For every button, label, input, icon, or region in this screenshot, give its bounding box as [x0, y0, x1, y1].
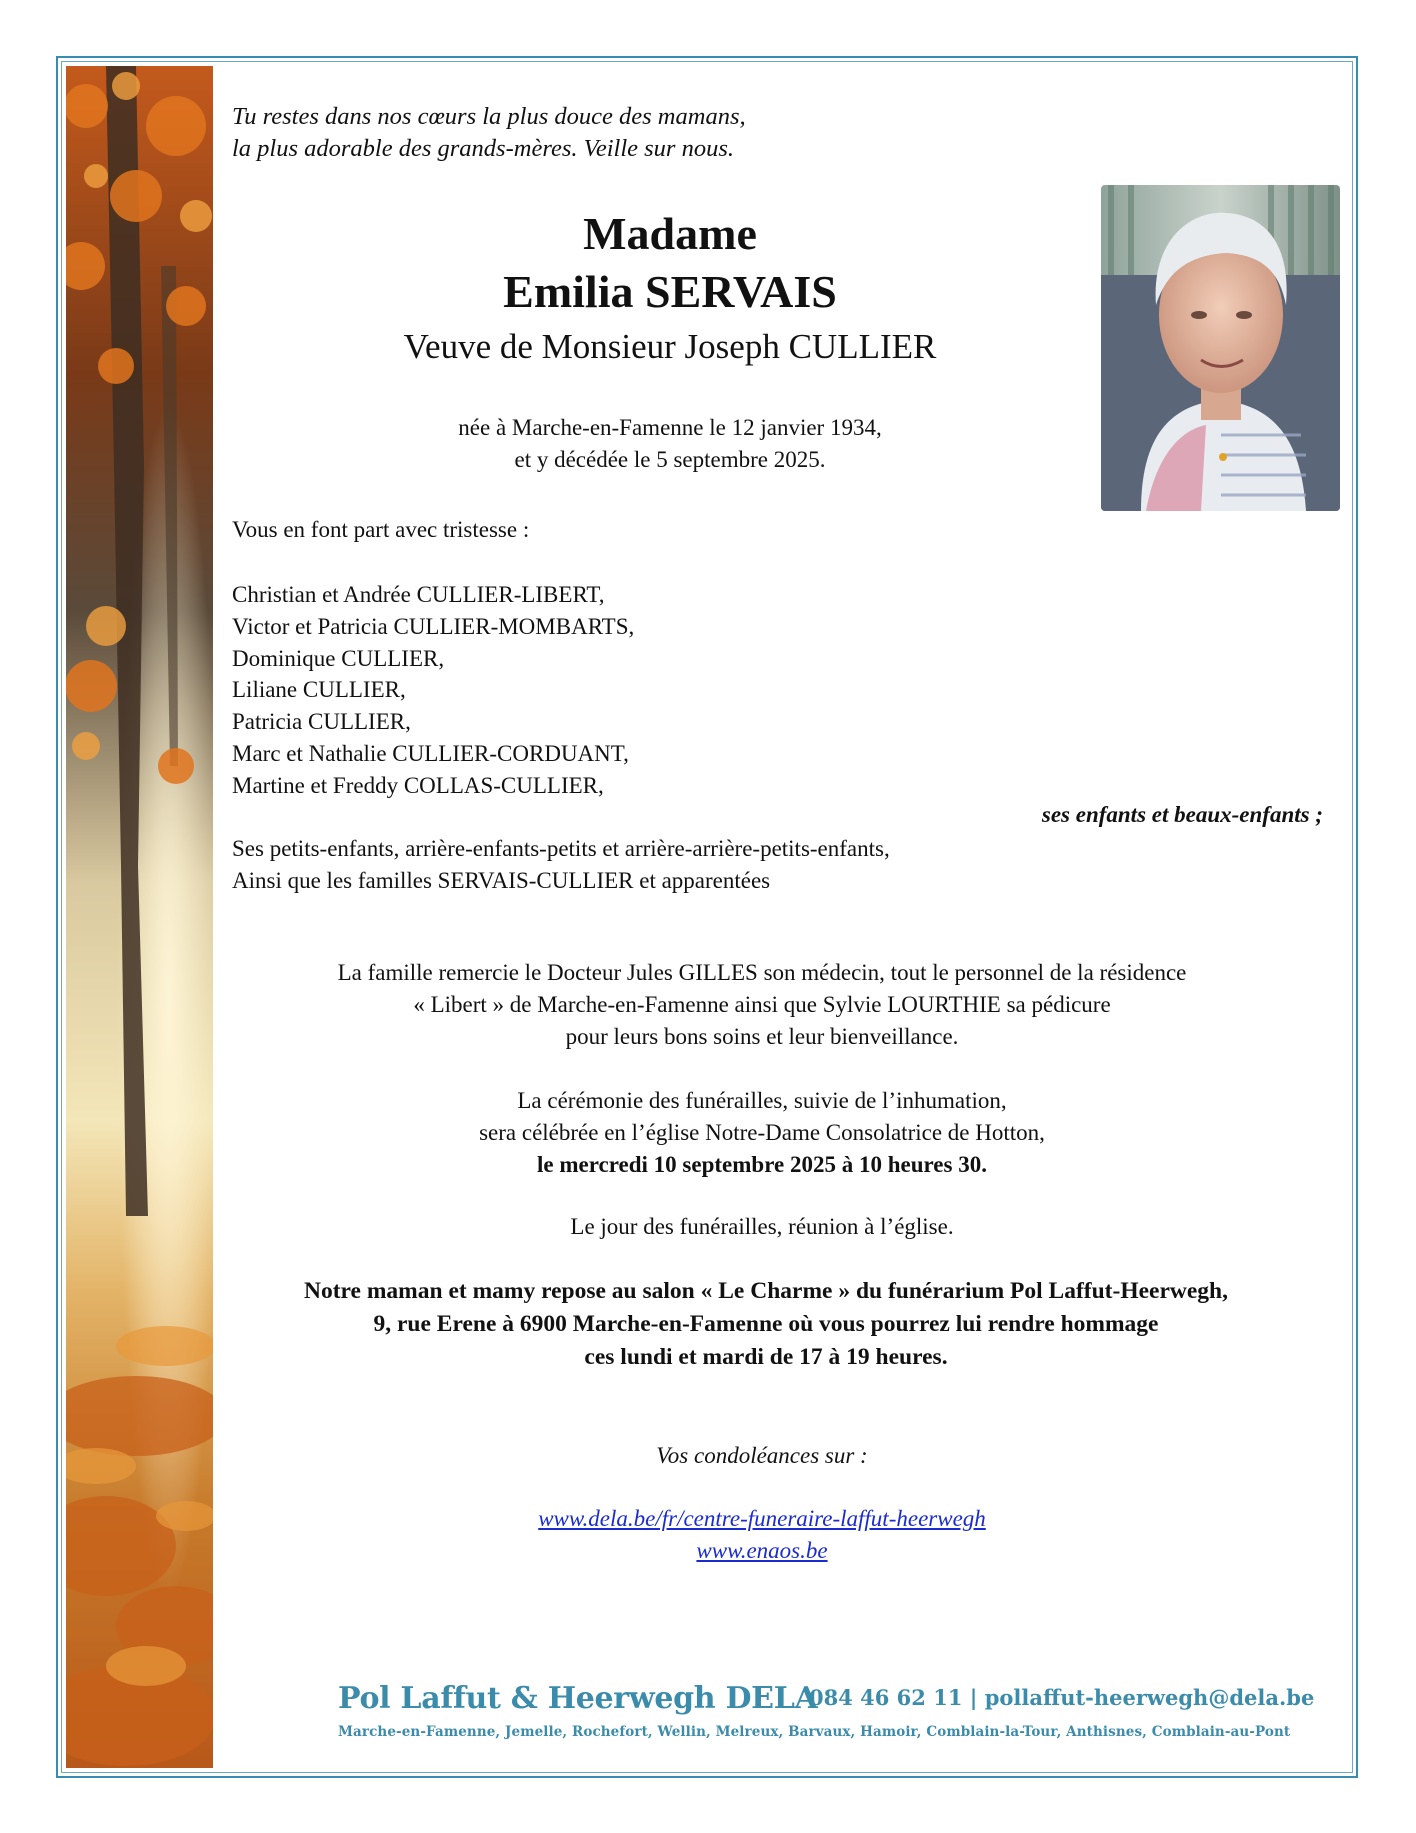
families-line: Ainsi que les familles SERVAIS-CULLIER et apparentées: [232, 868, 771, 893]
ceremony-paragraph: [232, 1085, 1292, 1181]
extended-family: [232, 833, 890, 897]
poem: [232, 101, 746, 165]
list-item: Patricia CULLIER,: [232, 709, 411, 735]
thanks-paragraph: [232, 957, 1292, 1053]
list-item: Liliane CULLIER,: [232, 677, 406, 703]
deceased-subtitle: Veuve de Monsieur Joseph CULLIER: [403, 327, 937, 366]
ceremony-line: sera célébrée en l’église Notre-Dame Consolatrice de Hotton,: [479, 1120, 1045, 1145]
condolences-label: Vos condoléances sur :: [656, 1443, 868, 1468]
grandchildren-line: Ses petits-enfants, arrière-enfants-petits et arrière-arrière-petits-enfants,: [232, 836, 890, 861]
salon-line: Notre maman et mamy repose au salon « Le Charme » du funérarium Pol Laffut-Heerwegh,: [303, 1278, 1228, 1304]
portrait-photo: [1101, 185, 1340, 511]
birth-line: née à Marche-en-Famenne le 12 janvier 1934,: [458, 415, 882, 440]
salon-paragraph: [190, 1275, 1342, 1374]
thanks-line: pour leurs bons soins et leur bienveillance.: [565, 1024, 959, 1049]
condolence-link-dela[interactable]: www.dela.be/fr/centre-funeraire-laffut-heerwegh: [538, 1506, 986, 1531]
poem-line: Tu restes dans nos cœurs la plus douce des mamans,: [232, 103, 746, 130]
birth-death-info: [320, 412, 1020, 476]
ceremony-line: La cérémonie des funérailles, suivie de l’inhumation,: [517, 1088, 1007, 1113]
salon-line: 9, rue Erene à 6900 Marche-en-Famenne où vous pourrez lui rendre hommage: [373, 1311, 1159, 1337]
funeral-home-contact: 084 46 62 11 | pollaffut-heerwegh@dela.be: [809, 1685, 1315, 1710]
condolence-links: [232, 1503, 1292, 1567]
funeral-home-locations: Marche-en-Famenne, Jemelle, Rochefort, Wellin, Melreux, Barvaux, Hamoir, Comblain-la-Tour, Anthisnes, Comblain-au-Pont: [338, 1724, 1291, 1740]
family-list: [232, 579, 634, 802]
thanks-line: La famille remercie le Docteur Jules GILLES son médecin, tout le personnel de la résidence: [337, 960, 1187, 985]
ceremony-date: le mercredi 10 septembre 2025 à 10 heures 30.: [537, 1152, 987, 1177]
list-item: Victor et Patricia CULLIER-MOMBARTS,: [232, 613, 635, 639]
deceased-name: Emilia SERVAIS: [503, 266, 837, 317]
condolence-link-enaos[interactable]: www.enaos.be: [696, 1538, 828, 1563]
salon-line: ces lundi et mardi de 17 à 19 heures.: [584, 1344, 948, 1370]
meeting-info: Le jour des funérailles, réunion à l’église.: [570, 1214, 954, 1239]
deceased-heading: [320, 205, 1020, 321]
funeral-home-logo: Pol Laffut & Heerwegh DELA: [338, 1681, 818, 1716]
list-item: Dominique CULLIER,: [232, 645, 445, 671]
list-item: Marc et Nathalie CULLIER-CORDUANT,: [232, 740, 629, 766]
death-line: et y décédée le 5 septembre 2025.: [514, 447, 826, 472]
poem-line: la plus adorable des grands-mères. Veille sur nous.: [232, 135, 734, 162]
list-item: Christian et Andrée CULLIER-LIBERT,: [232, 582, 605, 607]
autumn-forest-image: [66, 66, 213, 1768]
deceased-title: Madame: [583, 208, 757, 259]
announcement-intro: Vous en font part avec tristesse :: [232, 517, 530, 542]
list-item: Martine et Freddy COLLAS-CULLIER,: [232, 772, 604, 798]
thanks-line: « Libert » de Marche-en-Famenne ainsi que Sylvie LOURTHIE sa pédicure: [413, 992, 1111, 1017]
family-role: ses enfants et beaux-enfants ;: [1041, 802, 1323, 827]
